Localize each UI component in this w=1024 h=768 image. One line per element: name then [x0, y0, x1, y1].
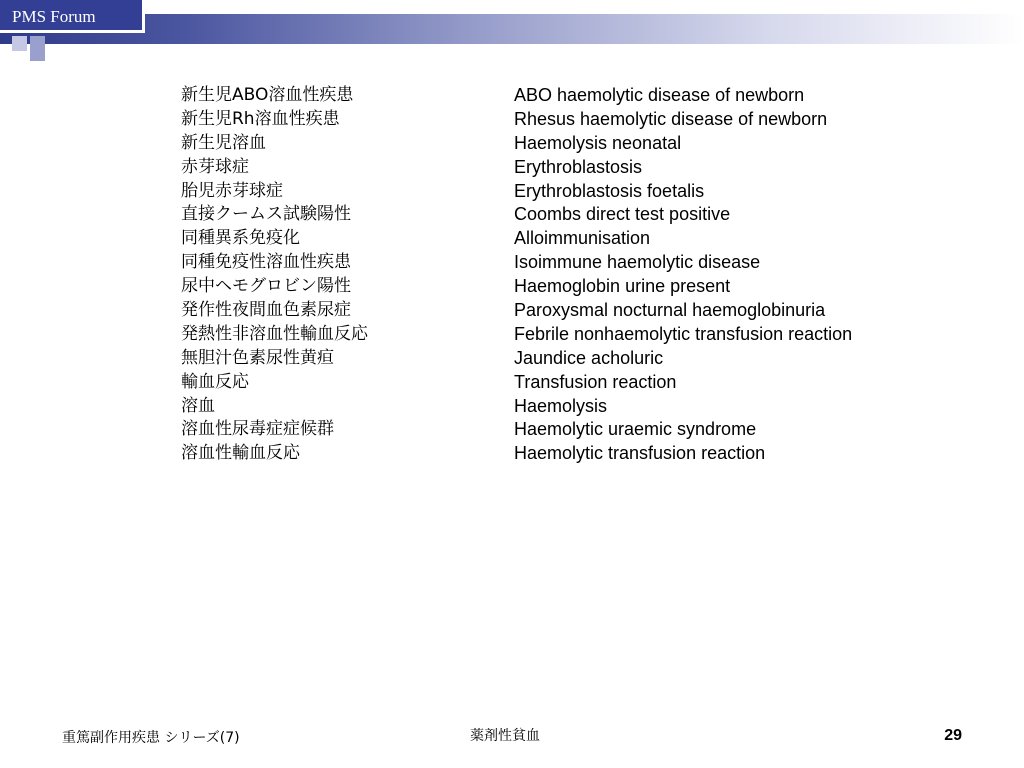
term-japanese: 直接クームス試験陽性	[181, 204, 351, 225]
term-english: Coombs direct test positive	[514, 204, 731, 225]
term-english: Haemoglobin urine present	[514, 276, 731, 297]
term-japanese: 輸血反応	[181, 371, 249, 392]
term-japanese: 新生児ABO溶血性疾患	[181, 85, 354, 105]
term-english: Isoimmune haemolytic disease	[514, 252, 761, 273]
brand-box	[0, 0, 145, 33]
term-english: ABO haemolytic disease of newborn	[514, 85, 805, 105]
term-english: Paroxysmal nocturnal haemoglobinuria	[514, 300, 826, 321]
term-japanese: 発作性夜間血色素尿症	[181, 300, 351, 321]
term-english: Haemolysis neonatal	[514, 132, 682, 153]
term-english: Alloimmunisation	[514, 228, 651, 249]
page-number: 29	[944, 727, 962, 744]
term-english: Haemolytic uraemic syndrome	[514, 419, 757, 440]
term-english: Haemolysis	[514, 395, 608, 416]
term-japanese: 尿中ヘモグロビン陽性	[181, 276, 351, 297]
term-english: Transfusion reaction	[514, 371, 677, 392]
header-gradient-band	[0, 14, 1024, 44]
term-english: Erythroblastosis foetalis	[514, 180, 705, 201]
term-english: Jaundice acholuric	[514, 347, 664, 368]
decorative-square	[12, 36, 27, 51]
decorative-square	[30, 48, 45, 61]
term-japanese: 溶血性輸血反応	[181, 443, 300, 464]
term-english: Haemolytic transfusion reaction	[514, 443, 766, 464]
term-japanese: 新生児溶血	[181, 132, 266, 153]
term-english: Rhesus haemolytic disease of newborn	[514, 108, 828, 129]
footer-series-title: 重篤副作用疾患 シリーズ(7)	[62, 730, 240, 746]
term-japanese: 同種異系免疫化	[181, 228, 300, 249]
term-japanese: 発熱性非溶血性輸血反応	[181, 323, 368, 344]
term-japanese: 赤芽球症	[181, 156, 249, 177]
term-japanese: 同種免疫性溶血性疾患	[181, 252, 351, 273]
term-japanese: 新生児Rh溶血性疾患	[181, 108, 340, 129]
term-english: Febrile nonhaemolytic transfusion reaction	[514, 323, 853, 344]
term-japanese: 溶血性尿毒症症候群	[181, 419, 334, 440]
term-english: Erythroblastosis	[514, 156, 643, 177]
term-japanese: 無胆汁色素尿性黄疸	[181, 347, 334, 368]
brand-title: PMS Forum	[12, 7, 96, 26]
footer-topic: 薬剤性貧血	[470, 728, 540, 744]
term-japanese: 胎児赤芽球症	[181, 180, 283, 201]
term-japanese: 溶血	[181, 395, 215, 416]
